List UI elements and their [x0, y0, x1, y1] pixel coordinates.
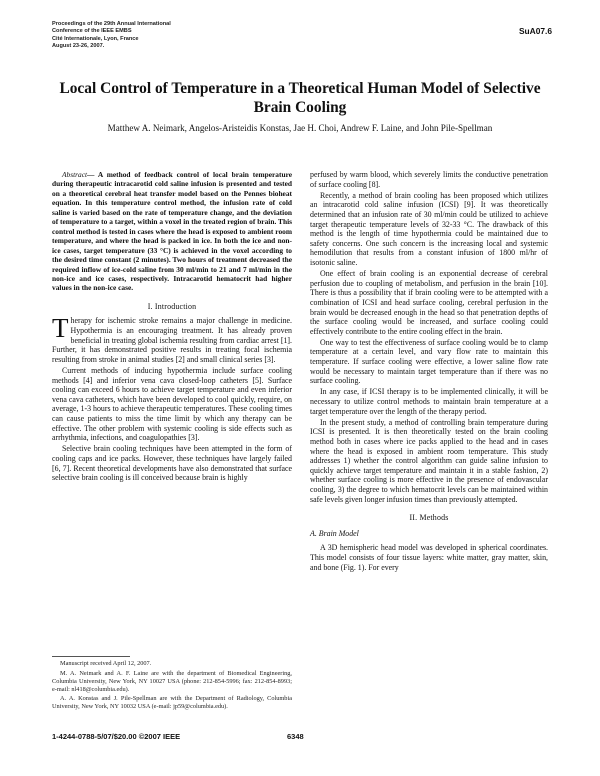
proceedings-line: August 23-26, 2007. [52, 43, 105, 50]
footnote-rule [52, 656, 130, 657]
intro-paragraph [52, 313, 292, 364]
body-paragraph: Current methods of inducing hypothermia include surface cooling methods [4] and inferior vena cava closed-loop catheters [5]. Surface cooling can exceed 6 hours to achieve target temperature and even inferior vena cava catheters, which have been developed to cool quickly, require, on average, 1-3 hours to achieve therapeutic temperatures. These cooling times can cause patients to miss the time limit by which any therapy can be effective. The other problem with systemic cooling is side effects such as arrhythmia, infections, and coagulopathies [3]. [52, 366, 292, 443]
right-column [310, 170, 548, 572]
body-paragraph: perfused by warm blood, which severely limits the conductive penetration of surface cooling [8]. [310, 170, 548, 189]
proceedings-line: Conference of the IEEE EMBS [52, 28, 132, 35]
body-paragraph: One way to test the effectiveness of surface cooling would be to clamp temperature at a certain level, and vary flow rate to maintain this temperature. If surface cooling were effective, a lower saline flow rate would be necessary to maintain target temperature than if there was no surface cooling. [310, 337, 548, 386]
body-paragraph: Recently, a method of brain cooling has been proposed which utilizes an intracarotid cold saline infusion (ICSI) [9]. It was theoretically determined that an infusion rate of 30 ml/min could be utilized to achieve target therapeutic temperature levels of 32-33 °C. The drawback of this method is the length of time hypothermia could be maintained due to safety concerns. One such concern is the increasing local and systemic hemodilution that results from a constant infusion of 1800 ml/hr of isotonic saline. [310, 190, 548, 267]
proceedings-line: Cité Internationale, Lyon, France [52, 35, 139, 42]
footnote: M. A. Neimark and A. F. Laine are with the department of Biomedical Engineering, Columbia University, New York, NY 10027 USA (phone: 212-854-5996; fax: 212-854-8993; e-mail: nl418@columbia.edu). [52, 669, 292, 693]
body-paragraph: One effect of brain cooling is an exponential decrease of cerebral perfusion due to coupling of metabolism, and perfusion in the brain [10]. There is thus a possibility that if brain cooling were to be attempted with a combination of ICSI and head surface cooling, cerebral perfusion in the brain would be decreased enough in the head so that penetration depths of the surface cooling would be increased, and surface cooling could effectively contribute to the entire cooling effect in the brain. [310, 269, 548, 336]
abstract-lead: Abstract [62, 170, 88, 179]
body-paragraph: In the present study, a method of controlling brain temperature during ICSI is presented. It is then theoretically tested on the brain cooling method both in cases where ice packs applied to the head and in cases where the head is exposed in ambient room temperature. This study addresses 1) whether the control algorithm can guide saline infusion to quickly achieve target temperature and maintain it in a stable fashion, 2) whether surface cooling is more effective in the presence of endovascular cooling, 3) the degree to which hematocrit levels can be maintained within safe levels given longer infusion times than previously attempted. [310, 417, 548, 504]
drop-cap: T [52, 313, 69, 344]
subsection-heading-brain-model: A. Brain Model [310, 528, 359, 538]
footnote: A. A. Konstas and J. Pile-Spellman are with the Department of Radiology, Columbia University, New York, NY 10032 USA (e-mail: jp59@columbia.edu). [52, 695, 292, 711]
footnote: Manuscript received April 12, 2007. [60, 660, 152, 667]
abstract-text: — A method of feedback control of local brain temperature during therapeutic intracarotid cold saline infusion is presented and tested on a theoretical cerebral heat transfer model based on the Pennes bioheat equation. In this temperature control method, the infusion rate of cold saline is varied based on the rate of temperature change, and the deviation of temperature to a target, within a voxel in the treated region of brain. This control method is tested in cases where the head is exposed to ambient room temperature, and where the head is packed in ice. In both the ice and non-ice cases, target temperature (33 °C) is achieved in the voxel according to the desired time constant (2 minutes). Two hours of treatment decreased the required inflow of ice-cold saline from 30 ml/min to 21 and 7 ml/min in the non-ice and ice cases, respectively. Intracarotid hematocrit had higher values in the non-ice case. [52, 170, 292, 293]
abstract [52, 170, 292, 293]
body-paragraph: A 3D hemispheric head model was developed in spherical coordinates. This model consists of four tissue layers: white matter, gray matter, skin, and bone (Fig. 1). For every [310, 543, 548, 572]
body-paragraph: In any case, if ICSI therapy is to be implemented clinically, it will be necessary to utilize control methods to maintain brain temperature at a target temperature over the length of the therapy period. [310, 387, 548, 416]
page-number: 6348 [287, 732, 304, 741]
section-heading-introduction: I. Introduction [147, 301, 197, 311]
session-code: SuA07.6 [518, 26, 552, 36]
section-heading-methods: II. Methods [409, 513, 449, 523]
left-column [52, 170, 292, 483]
isbn-copyright: 1-4244-0788-5/07/$20.00 ©2007 IEEE [52, 732, 181, 741]
proceedings-header [52, 21, 292, 51]
footnotes [52, 660, 292, 711]
author-list: Matthew A. Neimark, Angelos-Aristeidis Konstas, Jae H. Choi, Andrew F. Laine, and John Pile-Spellman [107, 123, 493, 133]
intro-paragraph-text: herapy for ischemic stroke remains a major challenge in medicine. Hypothermia is an encouraging treatment. It has already proven beneficial in treating global ischemia resulting from cardiac arrest [1]. Further, it has demonstrated positive results in treating focal ischemia resulting from stroke in animal studies [2] and small clinical series [3]. [52, 316, 292, 364]
paper-title: Local Control of Temperature in a Theoretical Human Model of Selective Brain Cooling [59, 80, 541, 116]
body-paragraph: Selective brain cooling techniques have been attempted in the form of cooling caps and ice packs. However, these techniques have largely failed [6, 7]. Recent theoretical developments have also demonstrated that surface selective brain cooling is ill conceived because brain is highly [52, 444, 292, 483]
proceedings-line: Proceedings of the 29th Annual International [52, 21, 171, 27]
